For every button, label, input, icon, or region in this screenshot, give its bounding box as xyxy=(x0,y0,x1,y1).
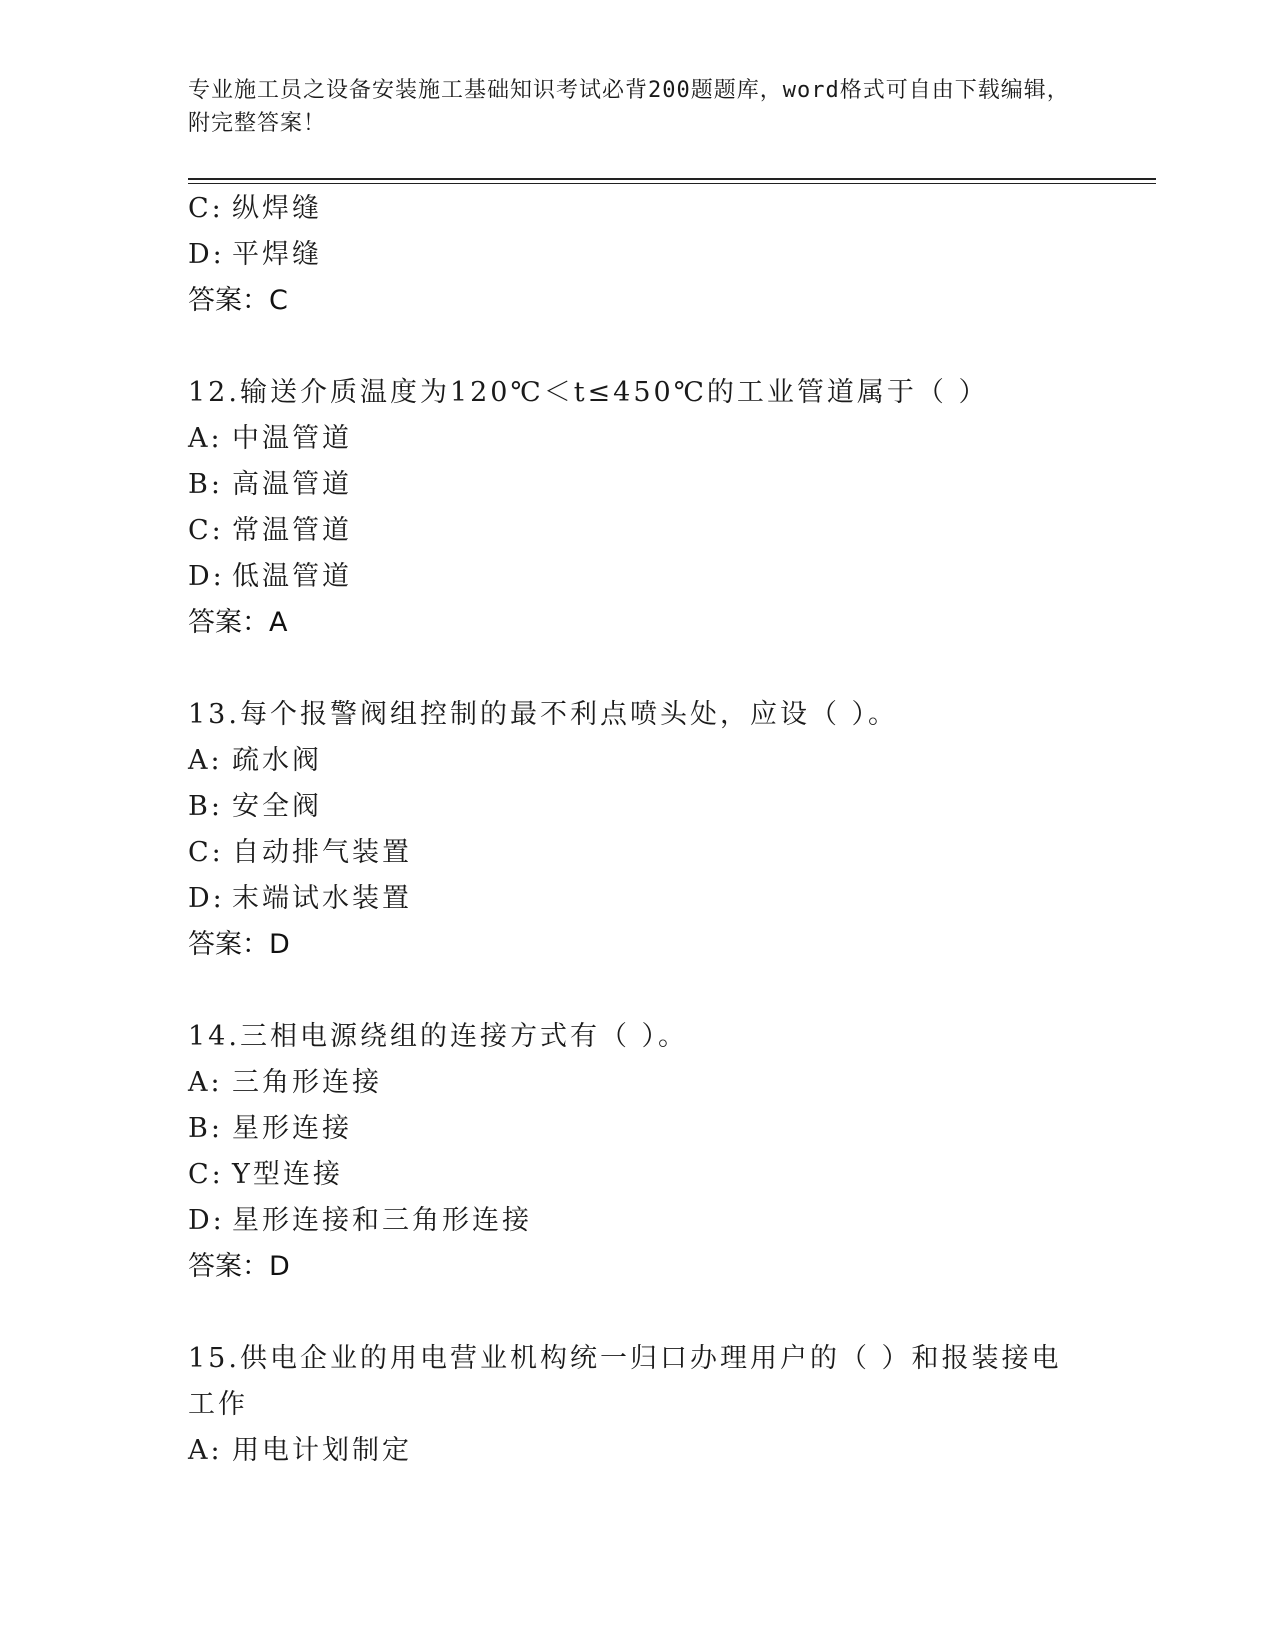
option-a xyxy=(188,416,1068,462)
option-letter: D: xyxy=(188,561,225,592)
answer-value: D xyxy=(269,1251,290,1282)
answer-line xyxy=(188,922,1068,968)
option-c xyxy=(188,1152,1068,1198)
option-letter: A: xyxy=(188,1435,223,1466)
question-text: 输送介质温度为120℃＜t≤450℃的工业管道属于（ ） xyxy=(239,377,989,408)
answer-value: C xyxy=(269,285,288,316)
option-c xyxy=(188,508,1068,554)
question-13 xyxy=(188,692,1068,738)
option-letter: B: xyxy=(188,791,223,822)
question-12 xyxy=(188,370,1068,416)
question-list xyxy=(188,186,1068,1474)
answer-line xyxy=(188,600,1068,646)
option-a xyxy=(188,738,1068,784)
option-d xyxy=(188,1198,1068,1244)
question-text: 每个报警阀组控制的最不利点喷头处，应设（ ）。 xyxy=(239,699,899,730)
option-text: 末端试水装置 xyxy=(232,883,412,914)
answer-value: A xyxy=(269,607,288,638)
option-letter: A: xyxy=(188,423,223,454)
option-c xyxy=(188,830,1068,876)
answer-label: 答案： xyxy=(188,1251,269,1282)
option-letter: D: xyxy=(188,1205,225,1236)
option-d xyxy=(188,554,1068,600)
header-divider-thin xyxy=(188,183,1156,184)
question-text: 供电企业的用电营业机构统一归口办理用户的（ ）和报装接电工作 xyxy=(188,1343,1062,1420)
question-14 xyxy=(188,1014,1068,1060)
option-text: 三角形连接 xyxy=(232,1067,382,1098)
option-b xyxy=(188,784,1068,830)
document-header: 专业施工员之设备安装施工基础知识考试必背200题题库，word格式可自由下载编辑，附完整答案！ xyxy=(188,78,1070,136)
option-text: 中温管道 xyxy=(232,423,352,454)
option-letter: A: xyxy=(188,745,223,776)
option-letter: D: xyxy=(188,883,225,914)
option-text: 星形连接和三角形连接 xyxy=(232,1205,532,1236)
option-text: Y型连接 xyxy=(232,1159,343,1190)
answer-value: D xyxy=(269,929,290,960)
option-c xyxy=(188,186,1068,232)
option-text: 用电计划制定 xyxy=(232,1435,412,1466)
answer-line xyxy=(188,278,1068,324)
option-text: 常温管道 xyxy=(232,515,352,546)
option-text: 疏水阀 xyxy=(232,745,322,776)
option-text: 自动排气装置 xyxy=(232,837,412,868)
option-letter: C: xyxy=(188,837,224,868)
question-number: 13. xyxy=(188,699,240,730)
question-number: 15. xyxy=(188,1343,240,1374)
option-text: 星形连接 xyxy=(232,1113,352,1144)
question-number: 14. xyxy=(188,1021,240,1052)
option-letter: D: xyxy=(188,239,225,270)
option-letter: C: xyxy=(188,193,224,224)
option-a xyxy=(188,1428,1068,1474)
option-b xyxy=(188,1106,1068,1152)
answer-line xyxy=(188,1244,1068,1290)
option-letter: A: xyxy=(188,1067,223,1098)
option-d xyxy=(188,876,1068,922)
answer-label: 答案： xyxy=(188,607,269,638)
option-text: 高温管道 xyxy=(232,469,352,500)
option-letter: B: xyxy=(188,1113,223,1144)
option-text: 安全阀 xyxy=(232,791,322,822)
option-letter: C: xyxy=(188,1159,224,1190)
answer-label: 答案： xyxy=(188,285,269,316)
option-letter: C: xyxy=(188,515,224,546)
option-d xyxy=(188,232,1068,278)
option-a xyxy=(188,1060,1068,1106)
option-text: 纵焊缝 xyxy=(232,193,322,224)
answer-label: 答案： xyxy=(188,929,269,960)
option-letter: B: xyxy=(188,469,223,500)
option-text: 平焊缝 xyxy=(232,239,322,270)
question-text: 三相电源绕组的连接方式有（ ）。 xyxy=(239,1021,689,1052)
option-b xyxy=(188,462,1068,508)
question-number: 12. xyxy=(188,377,240,408)
header-divider-thick xyxy=(188,178,1156,180)
option-text: 低温管道 xyxy=(232,561,352,592)
question-15 xyxy=(188,1336,1068,1428)
